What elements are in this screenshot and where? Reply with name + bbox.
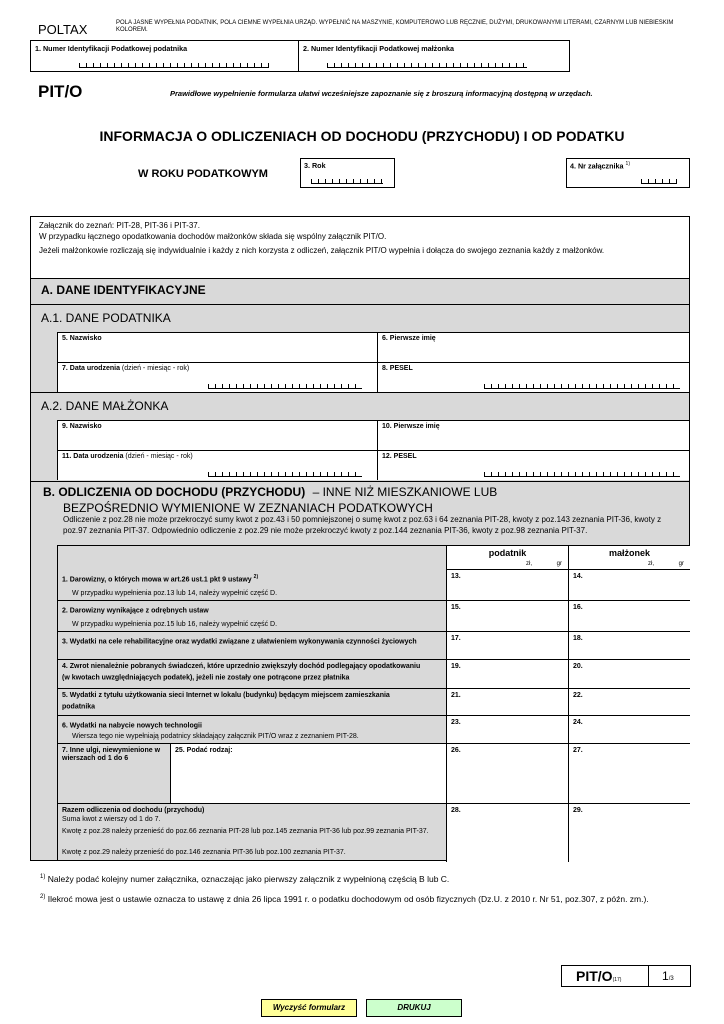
- spouse-birthdate-hint: (dzień - miesiąc - rok): [125, 453, 193, 460]
- row-sum-taxpayer-num: 28.: [451, 807, 461, 814]
- spouse-birthdate-label-text: 11. Data urodzenia: [62, 453, 124, 460]
- footnote-1-mark: 1): [40, 874, 46, 881]
- row-spouse-field[interactable]: [568, 601, 690, 631]
- attachment-ticks: [641, 179, 677, 184]
- row-7-taxpayer-field[interactable]: [446, 744, 568, 803]
- row-label: [62, 692, 422, 711]
- pesel-ticks: [484, 384, 680, 389]
- row-taxpayer-num: 15.: [451, 604, 461, 611]
- row-label: [62, 573, 422, 584]
- birthdate-hint: (dzień - miesiąc - rok): [121, 365, 190, 372]
- row-hint: W przypadku wypełnienia poz.15 lub 16, należy wypełnić część D.: [72, 621, 278, 628]
- row-spouse-num: 20.: [573, 663, 583, 670]
- year-field[interactable]: [300, 158, 395, 188]
- attachment-label: [570, 161, 630, 170]
- field-spouse-pesel-label: 12. PESEL: [382, 453, 417, 460]
- divider: [31, 304, 689, 305]
- section-b-title-line2: BEZPOŚREDNIO WYMIENIONE W ZEZNANIACH PODATKOWYCH: [63, 501, 433, 515]
- nip-spouse-label: 2. Numer Identyfikacji Podatkowej małżonka: [303, 44, 454, 53]
- col-taxpayer-label: podatnik: [488, 548, 527, 558]
- footer-code-text: PIT/O: [576, 968, 613, 984]
- row-taxpayer-field[interactable]: [446, 689, 568, 715]
- row-label-text: 2. Darowizny wynikające z odrębnych ustaw: [62, 607, 209, 615]
- row-label-text: 3. Wydatki na cele rehabilitacyjne oraz wydatki związane z ułatwieniem wykonywania czynności życiowych: [62, 638, 417, 646]
- divider: [31, 392, 689, 393]
- footer-form-code: [576, 968, 621, 984]
- year-label: 3. Rok: [304, 161, 326, 170]
- row-sum-spouse-num: 29.: [573, 807, 583, 814]
- row-hint: Wiersza tego nie wypełniają podatnicy składający załącznik PIT/O wraz z zeznaniem PIT-28.: [72, 733, 359, 740]
- row-sum: [58, 804, 690, 862]
- section-b-title-rest: – INNE NIŻ MIESZKANIOWE LUB: [312, 485, 498, 499]
- spouse-birthdate-ticks: [208, 472, 362, 477]
- field-firstname[interactable]: [377, 332, 689, 362]
- nip-taxpayer-label: 1. Numer Identyfikacji Podatkowej podatnika: [35, 44, 188, 53]
- section-b-title-bold: B. ODLICZENIA OD DOCHODU (PRZYCHODU): [43, 485, 306, 499]
- row-hint: W przypadku wypełnienia poz.13 lub 14, należy wypełnić część D.: [72, 590, 278, 597]
- footnote-2-mark: 2): [40, 894, 46, 900]
- col-header-spouse: [568, 546, 690, 570]
- row-spouse-num: 14.: [573, 573, 583, 580]
- page-footer: [561, 965, 691, 987]
- brochure-note: Prawidłowe wypełnienie formularza ułatwi wcześniejsze zapoznanie się z broszurą informacyjną dostępną w urzędach.: [170, 89, 593, 98]
- section-b-note: Odliczenie z poz.28 nie może przekroczyć sumy kwot z poz.43 i 50 pomniejszonej o sumę kwot z poz.63 i 64 zeznania PIT-28, kwoty z poz.143 zeznania PIT-36, kwoty z poz.97 zeznania PIT-37. Odpowiednio odliczenie z poz.29 nie może przekroczyć kwoty z poz.144 zeznania PIT-36, kwoty z poz.98 zeznania PIT-37.: [63, 515, 662, 535]
- row-label-text: 5. Wydatki z tytułu użytkowania sieci Internet w lokalu (budynku) będącym miejscem zamieszkania podatnika: [62, 692, 390, 711]
- row-spouse-field[interactable]: [568, 632, 690, 659]
- row-spouse-field[interactable]: [568, 570, 690, 600]
- row-sum-spouse-field[interactable]: [568, 804, 690, 862]
- nip-taxpayer-ticks: [79, 63, 269, 68]
- footer-page: [662, 969, 674, 983]
- section-a2-title: A.2. DANE MAŁŻONKA: [41, 399, 169, 413]
- row-label-text: 4. Zwrot nienależnie pobranych świadczeń, które uprzednio zwiększyły dochód podlegający opodatkowaniu (w kwotach uwzględniających podatek), jeżeli nie zostały one potrącone przez płatnika: [62, 663, 421, 682]
- deduction-row-5: [58, 689, 690, 716]
- field-spouse-birthdate[interactable]: [57, 450, 377, 480]
- attachment-label-text: 4. Nr załącznika: [570, 161, 624, 171]
- form-subtitle: W ROKU PODATKOWYM: [138, 168, 268, 180]
- row-7-kind-label: 25. Podać rodzaj:: [175, 747, 233, 754]
- form-code: PIT/O: [38, 82, 83, 101]
- field-surname-label: 5. Nazwisko: [62, 335, 102, 342]
- clear-form-button[interactable]: Wyczyść formularz: [261, 999, 357, 1017]
- section-a-title: A. DANE IDENTYFIKACYJNE: [41, 283, 206, 297]
- row-label-text: 6. Wydatki na nabycie nowych technologii: [62, 722, 202, 730]
- footnote-1: [40, 874, 680, 884]
- field-spouse-birthdate-label: [62, 453, 193, 460]
- field-firstname-label: 6. Pierwsze imię: [382, 335, 436, 342]
- row-label: [62, 635, 422, 646]
- form-body: [30, 216, 690, 861]
- field-spouse-pesel[interactable]: [377, 450, 689, 480]
- field-spouse-surname[interactable]: [57, 420, 377, 450]
- row-spouse-field[interactable]: [568, 689, 690, 715]
- row-taxpayer-num: 19.: [451, 663, 461, 670]
- field-surname[interactable]: [57, 332, 377, 362]
- row-label-text: 1. Darowizny, o których mowa w art.26 ust.1 pkt 9 ustawy: [62, 576, 252, 584]
- row-7-kind-field[interactable]: [170, 744, 446, 803]
- row-label: [62, 663, 422, 682]
- col-taxpayer-gr: gr: [556, 561, 562, 567]
- nip-row: [30, 40, 570, 72]
- divider: [648, 966, 649, 986]
- deduction-row-2: [58, 601, 690, 632]
- deduction-row-4: [58, 660, 690, 689]
- birthdate-ticks: [208, 384, 362, 389]
- footer-page-num: 1: [662, 969, 669, 983]
- footnote-1-text: Należy podać kolejny numer załącznika, oznaczając jako pierwszy załącznik z wypełnioną częścią B lub C.: [47, 874, 450, 884]
- field-pesel[interactable]: [377, 362, 689, 392]
- field-spouse-firstname-label: 10. Pierwsze imię: [382, 423, 440, 430]
- row-7-spouse-num: 27.: [573, 747, 583, 754]
- row-sum-line3: Kwotę z poz.29 należy przenieść do poz.146 zeznania PIT-36 lub poz.100 zeznania PIT-37.: [62, 849, 346, 856]
- birthdate-label-text: 7. Data urodzenia: [62, 365, 120, 372]
- footnote-2: [40, 892, 660, 905]
- row-label: [62, 604, 422, 615]
- row-spouse-num: 22.: [573, 692, 583, 699]
- intro-line-1: Załącznik do zeznań: PIT-28, PIT-36 i PIT-37.: [39, 221, 200, 230]
- poltax-label: POLTAX: [38, 22, 88, 37]
- col-spouse-label: małżonek: [608, 548, 650, 558]
- nip-spouse-field[interactable]: [299, 41, 569, 71]
- field-pesel-label: 8. PESEL: [382, 365, 413, 372]
- footnote-2-text: Ilekroć mowa jest o ustawie oznacza to ustawę z dnia 26 lipca 1991 r. o podatku dochodowym od osób fizycznych (Dz.U. z 2010 r. Nr 51, poz.307, z późn. zm.).: [47, 893, 649, 904]
- col-header-taxpayer: [446, 546, 568, 570]
- deduction-row-1: [58, 570, 690, 601]
- intro-line-2: W przypadku łącznego opodatkowania dochodów małżonków składa się wspólny załącznik PIT/O.: [39, 232, 387, 241]
- row-7-label: 7. Inne ulgi, niewymienione w wierszach od 1 do 6: [62, 747, 161, 762]
- deduction-row-6: [58, 716, 690, 744]
- row-spouse-field[interactable]: [568, 716, 690, 743]
- attachment-field[interactable]: [566, 158, 690, 188]
- row-taxpayer-field[interactable]: [446, 601, 568, 631]
- field-spouse-firstname[interactable]: [377, 420, 689, 450]
- col-spouse-gr: gr: [678, 561, 684, 567]
- row-taxpayer-num: 13.: [451, 573, 461, 580]
- section-a1-title: A.1. DANE PODATNIKA: [41, 311, 171, 325]
- row-taxpayer-field[interactable]: [446, 660, 568, 688]
- row-7-spouse-field[interactable]: [568, 744, 690, 803]
- field-spouse-surname-label: 9. Nazwisko: [62, 423, 102, 430]
- col-spouse-zl: zł,: [648, 561, 654, 567]
- fill-instructions: POLA JASNE WYPEŁNIA PODATNIK, POLA CIEMNE WYPEŁNIA URZĄD. WYPEŁNIĆ NA MASZYNIE, KOMPUTEROWO LUB RĘCZNIE, DUŻYMI, DRUKOWANYMI LITERAMI, CZARNYM LUB NIEBIESKIM KOLOREM.: [116, 20, 674, 33]
- row-label-sup: 2): [253, 574, 259, 580]
- print-button[interactable]: DRUKUJ: [366, 999, 462, 1017]
- nip-taxpayer-field[interactable]: [31, 41, 299, 71]
- row-taxpayer-field[interactable]: [446, 716, 568, 743]
- row-taxpayer-field[interactable]: [446, 570, 568, 600]
- row-spouse-num: 18.: [573, 635, 583, 642]
- row-taxpayer-num: 17.: [451, 635, 461, 642]
- row-spouse-field[interactable]: [568, 660, 690, 688]
- deduction-row-3: [58, 632, 690, 660]
- form-title: INFORMACJA O ODLICZENIACH OD DOCHODU (PRZYCHODU) I OD PODATKU: [99, 128, 625, 144]
- row-sum-label: Razem odliczenia od dochodu (przychodu): [62, 807, 205, 814]
- divider: [31, 481, 689, 482]
- row-spouse-num: 16.: [573, 604, 583, 611]
- deductions-table: [57, 545, 689, 861]
- year-ticks: [311, 179, 383, 184]
- row-7-taxpayer-num: 26.: [451, 747, 461, 754]
- row-taxpayer-field[interactable]: [446, 632, 568, 659]
- nip-spouse-ticks: [327, 63, 527, 68]
- attachment-sup: 1): [625, 161, 630, 167]
- intro-line-3: Jeżeli małżonkowie rozliczają się indywidualnie i każdy z nich korzysta z odliczeń, załącznik PIT/O wypełnia i dołącza do swojego zeznania każdy z małżonków.: [39, 246, 605, 255]
- spouse-pesel-ticks: [484, 472, 680, 477]
- field-birthdate-label: [62, 365, 189, 372]
- footer-page-total: /3: [668, 976, 674, 982]
- row-sum-line2: Kwotę z poz.28 należy przenieść do poz.66 zeznania PIT-28 lub poz.145 zeznania PIT-36 lub poz.99 zeznania PIT-37.: [62, 828, 429, 835]
- row-label: [62, 719, 422, 730]
- row-taxpayer-num: 21.: [451, 692, 461, 699]
- row-7: [58, 744, 690, 804]
- intro-block: [31, 217, 689, 279]
- field-birthdate[interactable]: [57, 362, 377, 392]
- col-taxpayer-zl: zł,: [526, 561, 532, 567]
- row-sum-line1: Suma kwot z wierszy od 1 do 7.: [62, 816, 161, 823]
- row-sum-taxpayer-field[interactable]: [446, 804, 568, 862]
- row-spouse-num: 24.: [573, 719, 583, 726]
- row-taxpayer-num: 23.: [451, 719, 461, 726]
- footer-version: (17): [612, 977, 622, 983]
- section-b-title: [43, 485, 497, 499]
